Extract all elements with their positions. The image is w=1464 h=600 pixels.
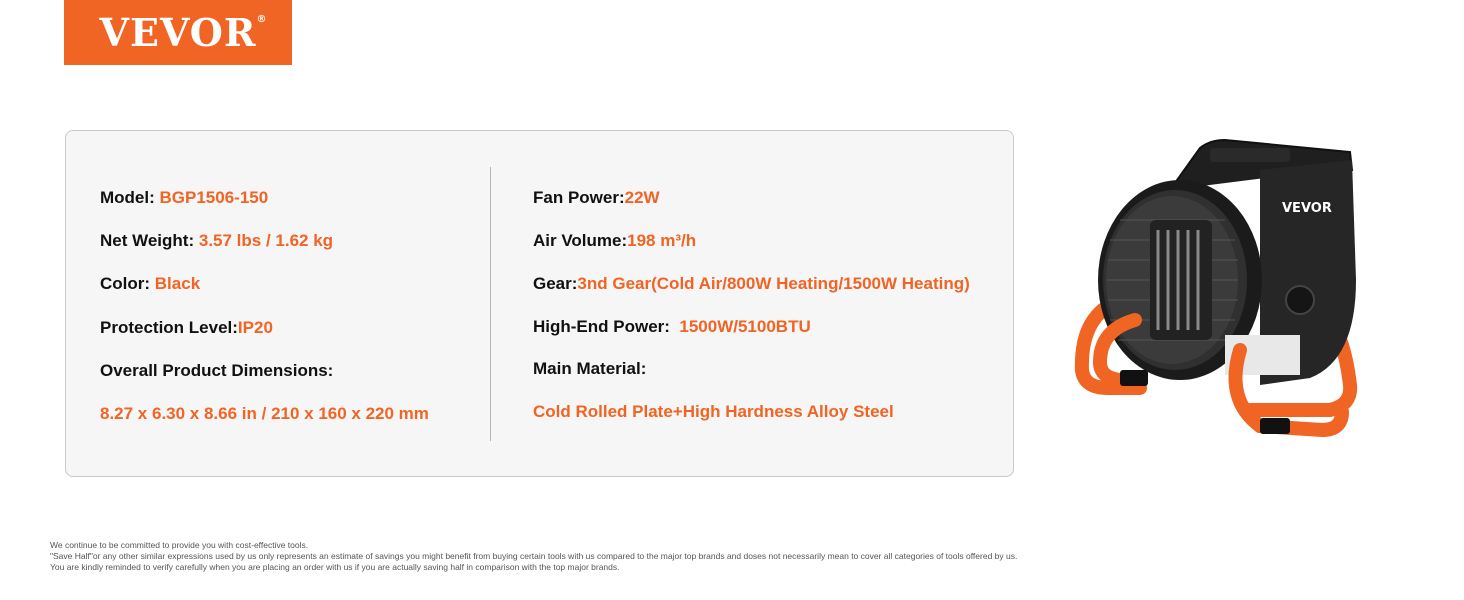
spec-dimensions-value bbox=[100, 404, 429, 424]
disclaimer-line: You are kindly reminded to verify carefully when you are placing an order with us if you are actually saving half in comparison with the top major brands. bbox=[50, 562, 620, 572]
spec-main-material-label bbox=[533, 359, 646, 379]
spec-model bbox=[100, 188, 268, 208]
disclaimer bbox=[50, 540, 1017, 573]
spec-label: Color: bbox=[100, 274, 155, 293]
brand-logo-text bbox=[99, 10, 268, 55]
registered-mark: ® bbox=[256, 14, 268, 25]
spec-net-weight bbox=[100, 231, 333, 251]
spec-label: Protection Level: bbox=[100, 318, 238, 337]
spec-protection-level bbox=[100, 318, 273, 338]
spec-label: Model: bbox=[100, 188, 160, 207]
spec-label: Net Weight: bbox=[100, 231, 199, 250]
spec-value: 198 m³/h bbox=[627, 231, 697, 250]
spec-high-end-power bbox=[533, 317, 811, 337]
spec-label: Air Volume: bbox=[533, 231, 628, 250]
brand-name: VEVOR bbox=[99, 10, 257, 55]
spec-value: Black bbox=[154, 274, 201, 293]
spec-label: Main Material: bbox=[533, 359, 647, 378]
spec-value: Cold Rolled Plate+High Hardness Alloy Steel bbox=[533, 402, 894, 421]
brand-logo bbox=[64, 0, 292, 65]
spec-main-material-value bbox=[533, 402, 894, 422]
spec-dimensions-label bbox=[100, 361, 333, 381]
spec-card bbox=[65, 130, 1014, 477]
spec-label: High-End Power: bbox=[533, 317, 680, 336]
spec-label: Gear: bbox=[533, 274, 578, 293]
spec-divider bbox=[490, 167, 491, 441]
spec-label: Overall Product Dimensions: bbox=[100, 361, 334, 380]
spec-value: 22W bbox=[624, 188, 660, 207]
spec-value: 1500W/5100BTU bbox=[679, 317, 811, 336]
disclaimer-line: "Save Half"or any other similar expressions used by us only represents an estimate of savings you might benefit from buying certain tools with us compared to the major top brands and doses not necessarily mean to cover all categories of tools offered by us. bbox=[50, 551, 1018, 561]
spec-label: Fan Power: bbox=[533, 188, 625, 207]
spec-value: 8.27 x 6.30 x 8.66 in / 210 x 160 x 220 mm bbox=[100, 404, 429, 423]
spec-air-volume bbox=[533, 231, 696, 251]
heater-brand-label: VEVOR bbox=[1282, 201, 1332, 216]
spec-value: 3.57 lbs / 1.62 kg bbox=[198, 231, 334, 250]
spec-color bbox=[100, 274, 200, 294]
spec-fan-power bbox=[533, 188, 660, 208]
space-heater-image bbox=[1060, 130, 1380, 450]
spec-value: BGP1506-150 bbox=[159, 188, 269, 207]
spec-gear bbox=[533, 274, 970, 294]
spec-value: 3nd Gear(Cold Air/800W Heating/1500W Heating) bbox=[577, 274, 970, 293]
spec-value: IP20 bbox=[237, 318, 273, 337]
disclaimer-line: We continue to be committed to provide you with cost-effective tools. bbox=[50, 540, 309, 550]
